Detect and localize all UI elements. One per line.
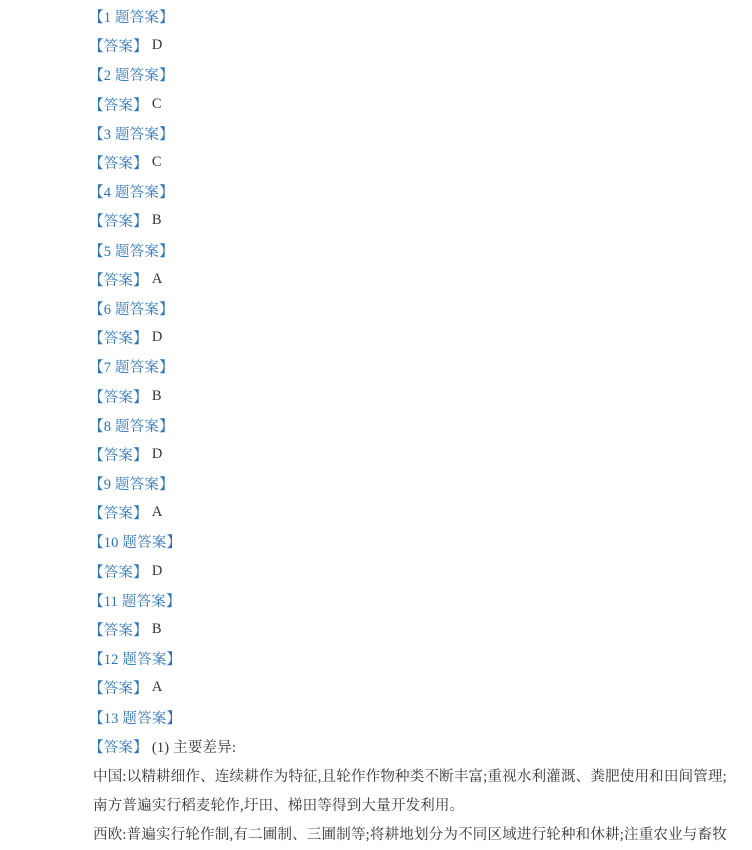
answer-text: B bbox=[151, 212, 162, 229]
question-heading bbox=[89, 119, 706, 148]
bracket-heading-label: 【9 题答案】 bbox=[89, 477, 174, 494]
question-heading bbox=[89, 294, 706, 323]
bracket-heading-label: 【2 题答案】 bbox=[89, 68, 174, 85]
answer-line bbox=[89, 90, 706, 119]
answer-text: C bbox=[151, 95, 162, 112]
bracket-heading-label: 【5 题答案】 bbox=[89, 243, 174, 260]
answer-text: D bbox=[151, 562, 163, 579]
answer-paragraph bbox=[89, 761, 727, 790]
bracket-heading-label: 【6 题答案】 bbox=[89, 301, 174, 318]
bracket-heading-label: 【12 题答案】 bbox=[89, 652, 182, 669]
question-heading bbox=[89, 177, 706, 206]
answer-text: D bbox=[151, 37, 163, 54]
answer-line bbox=[89, 557, 706, 586]
answer-text: A bbox=[151, 504, 163, 521]
bracket-heading-label: 【8 题答案】 bbox=[89, 418, 174, 435]
answer-text: B bbox=[151, 387, 162, 404]
answer-line bbox=[89, 206, 706, 235]
answer-line bbox=[89, 732, 706, 761]
bracket-heading-label: 【答案】 bbox=[89, 97, 148, 114]
bracket-heading-label: 【答案】 bbox=[89, 564, 148, 581]
answer-line bbox=[89, 323, 706, 352]
question-heading bbox=[89, 352, 706, 381]
bracket-heading-label: 【4 题答案】 bbox=[89, 185, 174, 202]
answer-line bbox=[89, 381, 706, 410]
bracket-heading-label: 【答案】 bbox=[89, 739, 148, 756]
question-heading bbox=[89, 527, 706, 556]
question-heading bbox=[89, 586, 706, 615]
bracket-heading-label: 【答案】 bbox=[89, 623, 148, 640]
answer-line bbox=[89, 265, 706, 294]
question-heading bbox=[89, 703, 706, 732]
answer-text: A bbox=[151, 679, 163, 696]
answer-line bbox=[89, 498, 706, 527]
answer-line bbox=[89, 615, 706, 644]
answer-paragraph bbox=[89, 819, 727, 848]
bracket-heading-label: 【答案】 bbox=[89, 156, 148, 173]
answer-text: A bbox=[151, 270, 163, 287]
answer-text: 中国:以精耕细作、连续耕作为特征,且轮作作物种类不断丰富;重视水利灌溉、粪肥使用和田间管理; bbox=[93, 768, 727, 785]
bracket-heading-label: 【答案】 bbox=[89, 681, 148, 698]
bracket-heading-label: 【3 题答案】 bbox=[89, 126, 174, 143]
answer-line bbox=[89, 148, 706, 177]
answer-text: 南方普遍实行稻麦轮作,圩田、梯田等得到大量开发利用。 bbox=[93, 798, 465, 815]
question-heading bbox=[89, 469, 706, 498]
answer-line bbox=[89, 673, 706, 702]
answer-line bbox=[89, 440, 706, 469]
bracket-heading-label: 【1 题答案】 bbox=[89, 10, 174, 27]
bracket-heading-label: 【答案】 bbox=[89, 447, 148, 464]
bracket-heading-label: 【答案】 bbox=[89, 214, 148, 231]
bracket-heading-label: 【11 题答案】 bbox=[89, 593, 181, 610]
question-heading bbox=[89, 2, 706, 31]
bracket-heading-label: 【答案】 bbox=[89, 331, 148, 348]
bracket-heading-label: 【答案】 bbox=[89, 389, 148, 406]
question-heading bbox=[89, 411, 706, 440]
answer-paragraph bbox=[89, 790, 706, 819]
answer-text: (1) 主要差异: bbox=[151, 739, 237, 756]
answer-line bbox=[89, 31, 706, 60]
bracket-heading-label: 【13 题答案】 bbox=[89, 710, 182, 727]
bracket-heading-label: 【答案】 bbox=[89, 272, 148, 289]
answer-text: D bbox=[151, 329, 163, 346]
question-heading bbox=[89, 60, 706, 89]
bracket-heading-label: 【7 题答案】 bbox=[89, 360, 174, 377]
answer-text: B bbox=[151, 621, 162, 638]
bracket-heading-label: 【答案】 bbox=[89, 39, 148, 56]
answer-text: C bbox=[151, 154, 162, 171]
bracket-heading-label: 【10 题答案】 bbox=[89, 535, 182, 552]
answer-text: 西欧:普遍实行轮作制,有二圃制、三圃制等;将耕地划分为不同区域进行轮种和休耕;注重农业与畜牧 bbox=[93, 827, 727, 844]
bracket-heading-label: 【答案】 bbox=[89, 506, 148, 523]
answer-text: D bbox=[151, 445, 163, 462]
question-heading bbox=[89, 644, 706, 673]
question-heading bbox=[89, 236, 706, 265]
